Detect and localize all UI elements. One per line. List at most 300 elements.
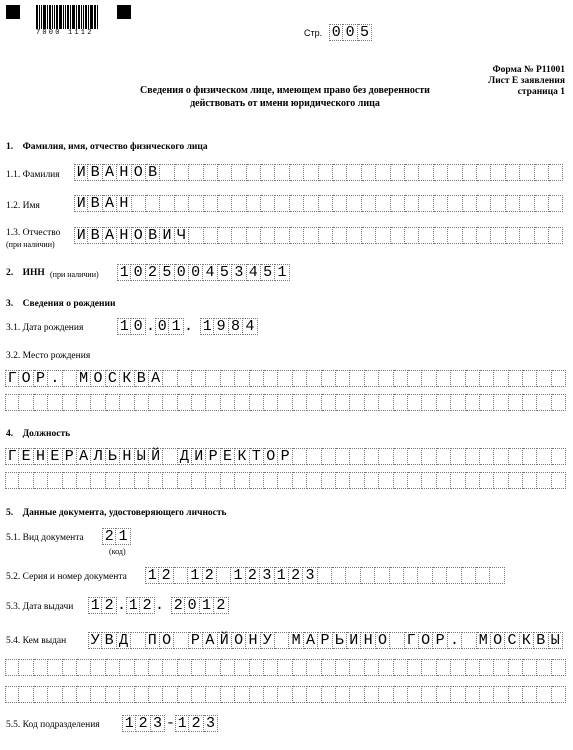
patronymic-field-cell	[535, 227, 549, 244]
name-field-cell	[535, 195, 549, 212]
issued-by-line-3-cell	[120, 686, 134, 703]
position-line-1-cell	[494, 448, 508, 465]
issued-by-line-2-cell	[278, 659, 292, 676]
page-label: Стр.	[304, 28, 323, 38]
name-field-cell	[160, 195, 174, 212]
issued-by-line-2-cell	[135, 659, 149, 676]
division-code-part-1-cell: 3	[151, 715, 165, 732]
issued-by-line-2-cell	[336, 659, 350, 676]
birth-place-line-1-cell	[552, 370, 566, 387]
issued-by-line-3-cell	[135, 686, 149, 703]
patronymic-field-cell	[491, 227, 505, 244]
birth-place-line-1-cell: О	[91, 370, 105, 387]
position-line-1-cell: Й	[149, 448, 163, 465]
birth-place-line-1-cell	[350, 370, 364, 387]
division-code-part-1[interactable]	[122, 715, 165, 732]
birth-place-line-2-cell	[48, 394, 62, 411]
surname-field-cell	[419, 164, 433, 181]
issued-by-line-2-cell	[149, 659, 163, 676]
issue-date-day[interactable]	[88, 597, 117, 614]
issued-by-line-3-cell	[34, 686, 48, 703]
position-line-2-cell	[120, 472, 134, 489]
issued-by-line-1-cell: Р	[189, 632, 203, 649]
position-line-2-cell	[322, 472, 336, 489]
surname-field-cell	[520, 164, 534, 181]
position-line-1-cell: Е	[48, 448, 62, 465]
issue-date-year-cell: 1	[200, 597, 214, 614]
barcode-bar	[36, 5, 38, 29]
name-field-cell	[319, 195, 333, 212]
issued-by-line-1-cell: В	[534, 632, 548, 649]
position-line-1-cell	[394, 448, 408, 465]
birth-place-line-2-cell	[422, 394, 436, 411]
birth-place-line-1-cell	[264, 370, 278, 387]
surname-field-cell	[333, 164, 347, 181]
issued-by-line-1-cell: У	[88, 632, 102, 649]
birth-place-line-2-cell	[509, 394, 523, 411]
name-field-cell	[391, 195, 405, 212]
corner-marker-left	[6, 5, 20, 19]
inn-field[interactable]	[117, 264, 290, 281]
position-line-1-cell	[466, 448, 480, 465]
issued-by-line-1-cell: Р	[318, 632, 332, 649]
birth-place-line-1-cell	[494, 370, 508, 387]
issued-by-line-1[interactable]	[88, 632, 563, 649]
issued-by-line-3-cell	[19, 686, 33, 703]
issued-by-line-2-cell	[394, 659, 408, 676]
doc-type-field[interactable]	[102, 528, 131, 545]
issued-by-line-2-cell	[264, 659, 278, 676]
issued-by-line-2-cell	[451, 659, 465, 676]
page-number-cell: 0	[329, 24, 343, 41]
position-line-1-cell	[408, 448, 422, 465]
name-field-cell	[506, 195, 520, 212]
position-line-1-cell: Д	[178, 448, 192, 465]
division-code-part-1-cell: 1	[122, 715, 136, 732]
name-field-cell	[347, 195, 361, 212]
position-line-1-cell: Н	[120, 448, 134, 465]
issue-date-label: 5.3. Дата выдачи	[6, 602, 74, 612]
issued-by-line-2-cell	[537, 659, 551, 676]
birth-place-line-2-cell	[336, 394, 350, 411]
issued-by-line-3-cell	[509, 686, 523, 703]
position-line-1-cell: А	[77, 448, 91, 465]
position-line-2-cell	[278, 472, 292, 489]
issued-by-line-3-cell	[307, 686, 321, 703]
barcode-bar	[78, 5, 80, 29]
patronymic-field-cell	[218, 227, 232, 244]
inn-field-cell: 5	[160, 264, 174, 281]
issued-by-line-2-cell	[106, 659, 120, 676]
name-field-cell	[275, 195, 289, 212]
patronymic-field-cell	[520, 227, 534, 244]
issued-by-line-2-cell	[178, 659, 192, 676]
issued-by-line-1-cell: Р	[433, 632, 447, 649]
surname-field-cell	[290, 164, 304, 181]
issued-by-label: 5.4. Кем выдан	[6, 636, 67, 646]
surname-field-cell	[434, 164, 448, 181]
position-line-2-cell	[494, 472, 508, 489]
barcode-bar	[65, 5, 66, 29]
issued-by-line-2-cell	[552, 659, 566, 676]
position-line-1-cell: Г	[5, 448, 19, 465]
title-line-1: Сведения о физическом лице, имеющем право без доверенности	[140, 85, 430, 96]
birth-place-line-2-cell	[451, 394, 465, 411]
barcode-bar	[90, 5, 93, 29]
issued-by-line-2-cell	[192, 659, 206, 676]
surname-field-cell: В	[146, 164, 160, 181]
issued-by-line-3[interactable]	[5, 686, 566, 703]
barcode-bar	[52, 5, 53, 29]
patronymic-field-cell: Ч	[175, 227, 189, 244]
issued-by-line-1-cell: А	[304, 632, 318, 649]
issued-by-line-1-cell	[390, 632, 404, 649]
birth-date-day[interactable]	[117, 318, 146, 335]
birth-place-line-2-cell	[264, 394, 278, 411]
issued-by-line-2-cell	[509, 659, 523, 676]
issued-by-line-2-cell	[322, 659, 336, 676]
surname-field-cell	[261, 164, 275, 181]
inn-field-cell: 0	[175, 264, 189, 281]
position-line-2-cell	[19, 472, 33, 489]
birth-place-line-1-cell	[437, 370, 451, 387]
birth-place-line-1-cell	[322, 370, 336, 387]
birth-place-line-1-cell: Г	[5, 370, 19, 387]
position-line-2-cell	[106, 472, 120, 489]
doc-number-field-cell: 2	[246, 567, 260, 584]
inn-field-cell: 4	[203, 264, 217, 281]
birth-date-month-cell: 1	[169, 318, 183, 335]
birth-place-line-2-cell	[91, 394, 105, 411]
name-label: 1.2. Имя	[6, 201, 40, 211]
name-field-cell	[232, 195, 246, 212]
birth-place-line-2-cell	[149, 394, 163, 411]
position-line-2-cell	[422, 472, 436, 489]
patronymic-field[interactable]	[74, 227, 563, 244]
surname-field-cell: Н	[117, 164, 131, 181]
surname-field-cell	[362, 164, 376, 181]
birth-place-line-2-cell	[494, 394, 508, 411]
position-line-1-cell	[523, 448, 537, 465]
division-code-part-2[interactable]	[175, 715, 218, 732]
position-line-1-cell	[336, 448, 350, 465]
position-line-2-cell	[192, 472, 206, 489]
patronymic-field-cell	[290, 227, 304, 244]
birth-date-year-cell: 9	[214, 318, 228, 335]
birth-place-line-1-cell: С	[106, 370, 120, 387]
doc-number-field-cell	[418, 567, 432, 584]
birth-date-month[interactable]	[155, 318, 184, 335]
birth-place-line-1-cell: В	[135, 370, 149, 387]
doc-number-field-cell	[332, 567, 346, 584]
birth-place-line-1-cell: О	[19, 370, 33, 387]
birth-place-line-1-cell	[206, 370, 220, 387]
issued-by-line-3-cell	[537, 686, 551, 703]
birth-place-line-2-cell	[408, 394, 422, 411]
patronymic-note: (при наличии)	[6, 240, 55, 249]
issue-date-month[interactable]	[126, 597, 155, 614]
birth-place-line-1-cell	[365, 370, 379, 387]
name-field-cell: Н	[117, 195, 131, 212]
birth-place-line-1-cell: К	[120, 370, 134, 387]
barcode-bar	[47, 5, 48, 29]
surname-field-cell	[175, 164, 189, 181]
issue-date-day-cell: 2	[102, 597, 116, 614]
birth-place-line-2-cell	[322, 394, 336, 411]
birth-place-line-2[interactable]	[5, 394, 566, 411]
division-code-label: 5.5. Код подразделения	[6, 720, 100, 730]
birth-place-line-2-cell	[480, 394, 494, 411]
name-field-cell	[146, 195, 160, 212]
birth-date-day-cell: 1	[117, 318, 131, 335]
issued-by-line-1-cell: Ь	[333, 632, 347, 649]
issued-by-line-2-cell	[437, 659, 451, 676]
barcode-bar	[97, 5, 98, 29]
issued-by-line-2-cell	[5, 659, 19, 676]
issued-by-line-3-cell	[322, 686, 336, 703]
page-number-cell: 0	[343, 24, 357, 41]
surname-field-cell	[347, 164, 361, 181]
issued-by-line-3-cell	[494, 686, 508, 703]
issued-by-line-2-cell	[63, 659, 77, 676]
issued-by-line-3-cell	[408, 686, 422, 703]
issued-by-line-2-cell	[250, 659, 264, 676]
doc-number-field-cell	[390, 567, 404, 584]
issued-by-line-3-cell	[91, 686, 105, 703]
birth-place-line-1-cell	[163, 370, 177, 387]
surname-field-cell: О	[132, 164, 146, 181]
patronymic-field-cell	[189, 227, 203, 244]
surname-field-cell	[247, 164, 261, 181]
birth-place-line-2-cell	[106, 394, 120, 411]
position-line-2-cell	[394, 472, 408, 489]
birth-place-line-2-cell	[437, 394, 451, 411]
patronymic-field-cell: И	[74, 227, 88, 244]
position-line-2-cell	[379, 472, 393, 489]
issued-by-line-3-cell	[293, 686, 307, 703]
position-line-1-cell: Р	[63, 448, 77, 465]
issued-by-line-3-cell	[235, 686, 249, 703]
doc-number-field-cell	[476, 567, 490, 584]
barcode-bar	[56, 5, 58, 29]
issued-by-line-2-cell	[480, 659, 494, 676]
issued-by-line-1-cell: А	[203, 632, 217, 649]
doc-number-field[interactable]	[145, 567, 505, 584]
surname-label: 1.1. Фамилия	[6, 170, 60, 180]
name-field-cell	[175, 195, 189, 212]
issued-by-line-1-cell: И	[347, 632, 361, 649]
issued-by-line-1-cell: О	[491, 632, 505, 649]
surname-field-cell	[218, 164, 232, 181]
inn-note: (при наличии)	[50, 270, 99, 279]
doc-number-field-cell	[318, 567, 332, 584]
doc-number-field-cell	[447, 567, 461, 584]
issued-by-line-2-cell	[91, 659, 105, 676]
surname-field-cell: В	[88, 164, 102, 181]
issued-by-line-1-cell: В	[102, 632, 116, 649]
barcode-bar	[49, 5, 51, 29]
issued-by-line-2-cell	[466, 659, 480, 676]
name-field-cell	[491, 195, 505, 212]
position-line-1-cell	[552, 448, 566, 465]
barcode-bar	[39, 5, 40, 29]
name-field-cell	[448, 195, 462, 212]
position-line-2-cell	[466, 472, 480, 489]
issued-by-line-1-cell: .	[448, 632, 462, 649]
surname-field[interactable]	[74, 164, 563, 181]
issue-date-year[interactable]	[171, 597, 229, 614]
patronymic-field-cell: Н	[117, 227, 131, 244]
birth-date-month-cell: 0	[155, 318, 169, 335]
position-line-2-cell	[91, 472, 105, 489]
issued-by-line-1-cell: Й	[218, 632, 232, 649]
doc-number-field-cell: 3	[303, 567, 317, 584]
inn-field-cell: 4	[247, 264, 261, 281]
position-line-1-cell: Ь	[106, 448, 120, 465]
issued-by-line-3-cell	[264, 686, 278, 703]
division-code-part-2-cell: 1	[175, 715, 189, 732]
position-line-2-cell	[437, 472, 451, 489]
issued-by-line-3-cell	[278, 686, 292, 703]
birth-place-label: 3.2. Место рождения	[6, 351, 91, 361]
position-line-1-cell	[537, 448, 551, 465]
position-line-2-cell	[77, 472, 91, 489]
birth-place-line-2-cell	[552, 394, 566, 411]
barcode-bar	[63, 5, 64, 29]
position-line-2[interactable]	[5, 472, 566, 489]
issued-by-line-1-cell: О	[419, 632, 433, 649]
position-line-1-cell: Е	[221, 448, 235, 465]
patronymic-field-cell	[405, 227, 419, 244]
doc-number-field-cell	[433, 567, 447, 584]
issued-by-line-3-cell	[451, 686, 465, 703]
issued-by-line-3-cell	[178, 686, 192, 703]
birth-place-line-1[interactable]	[5, 370, 566, 387]
issue-date-day-cell: 1	[88, 597, 102, 614]
birth-place-line-2-cell	[34, 394, 48, 411]
barcode-bar	[70, 5, 71, 29]
position-line-1-cell	[422, 448, 436, 465]
issued-by-line-2-cell	[19, 659, 33, 676]
issued-by-line-2-cell	[350, 659, 364, 676]
patronymic-field-cell	[376, 227, 390, 244]
issued-by-line-3-cell	[48, 686, 62, 703]
position-line-2-cell	[34, 472, 48, 489]
birth-place-line-1-cell	[336, 370, 350, 387]
surname-field-cell	[506, 164, 520, 181]
birth-place-line-2-cell	[278, 394, 292, 411]
section-5-heading: 5. Данные документа, удостоверяющего личность	[6, 508, 227, 518]
position-line-1-cell	[379, 448, 393, 465]
issued-by-line-2-cell	[408, 659, 422, 676]
doc-number-field-cell: 1	[188, 567, 202, 584]
surname-field-cell	[204, 164, 218, 181]
birth-place-line-2-cell	[5, 394, 19, 411]
patronymic-field-cell: В	[88, 227, 102, 244]
position-line-1[interactable]	[5, 448, 566, 465]
birth-date-label: 3.1. Дата рождения	[6, 323, 84, 333]
birth-place-line-2-cell	[77, 394, 91, 411]
issued-by-line-3-cell	[63, 686, 77, 703]
issued-by-line-1-cell: М	[477, 632, 491, 649]
name-field-cell	[247, 195, 261, 212]
position-line-1-cell: Е	[19, 448, 33, 465]
patronymic-field-cell	[347, 227, 361, 244]
surname-field-cell	[491, 164, 505, 181]
position-line-1-cell: Т	[250, 448, 264, 465]
birth-place-line-1-cell	[379, 370, 393, 387]
birth-place-line-2-cell	[163, 394, 177, 411]
position-line-2-cell	[135, 472, 149, 489]
birth-place-line-1-cell	[537, 370, 551, 387]
birth-place-line-1-cell	[422, 370, 436, 387]
name-field-cell: А	[103, 195, 117, 212]
issued-by-line-3-cell	[163, 686, 177, 703]
birth-place-line-2-cell	[178, 394, 192, 411]
patronymic-field-cell: О	[132, 227, 146, 244]
corner-marker-right	[117, 5, 131, 19]
position-line-1-cell	[437, 448, 451, 465]
inn-label: 2. ИНН	[6, 268, 45, 278]
barcode-bar	[41, 5, 42, 29]
position-line-1-cell: К	[235, 448, 249, 465]
barcode-bar	[54, 5, 55, 29]
position-line-2-cell	[552, 472, 566, 489]
birth-place-line-1-cell	[451, 370, 465, 387]
section-3-heading: 3. Сведения о рождении	[6, 299, 116, 309]
issued-by-line-2-cell	[235, 659, 249, 676]
doc-type-label: 5.1. Вид документа	[6, 533, 84, 543]
birth-place-line-1-cell: М	[77, 370, 91, 387]
issued-by-line-2[interactable]	[5, 659, 566, 676]
issued-by-line-1-cell: М	[289, 632, 303, 649]
surname-field-cell	[463, 164, 477, 181]
position-line-2-cell	[48, 472, 62, 489]
barcode-digits: 7000 1112	[36, 29, 94, 37]
inn-field-cell: 2	[146, 264, 160, 281]
surname-field-cell	[376, 164, 390, 181]
patronymic-field-cell	[506, 227, 520, 244]
inn-field-cell: 5	[261, 264, 275, 281]
name-field-cell	[405, 195, 419, 212]
birth-place-line-1-cell	[480, 370, 494, 387]
position-line-2-cell	[63, 472, 77, 489]
doc-type-field-cell: 2	[102, 528, 116, 545]
birth-date-year[interactable]	[200, 318, 258, 335]
issued-by-line-2-cell	[422, 659, 436, 676]
name-field[interactable]	[74, 195, 563, 212]
birth-place-line-2-cell	[120, 394, 134, 411]
position-line-1-cell	[350, 448, 364, 465]
birth-place-line-1-cell	[250, 370, 264, 387]
issued-by-line-1-cell: Ы	[549, 632, 563, 649]
patronymic-field-cell: И	[160, 227, 174, 244]
position-line-1-cell	[322, 448, 336, 465]
surname-field-cell	[405, 164, 419, 181]
name-field-cell	[218, 195, 232, 212]
position-line-1-cell: Ы	[135, 448, 149, 465]
birth-place-line-2-cell	[235, 394, 249, 411]
surname-field-cell: И	[74, 164, 88, 181]
doc-type-note: (код)	[109, 547, 126, 556]
birth-place-line-1-cell	[178, 370, 192, 387]
inn-field-cell: 3	[232, 264, 246, 281]
section-1-heading: 1. Фамилия, имя, отчество физического лица	[6, 142, 208, 152]
surname-field-cell: А	[103, 164, 117, 181]
birth-date-year-cell: 8	[229, 318, 243, 335]
surname-field-cell	[275, 164, 289, 181]
doc-number-field-cell	[462, 567, 476, 584]
